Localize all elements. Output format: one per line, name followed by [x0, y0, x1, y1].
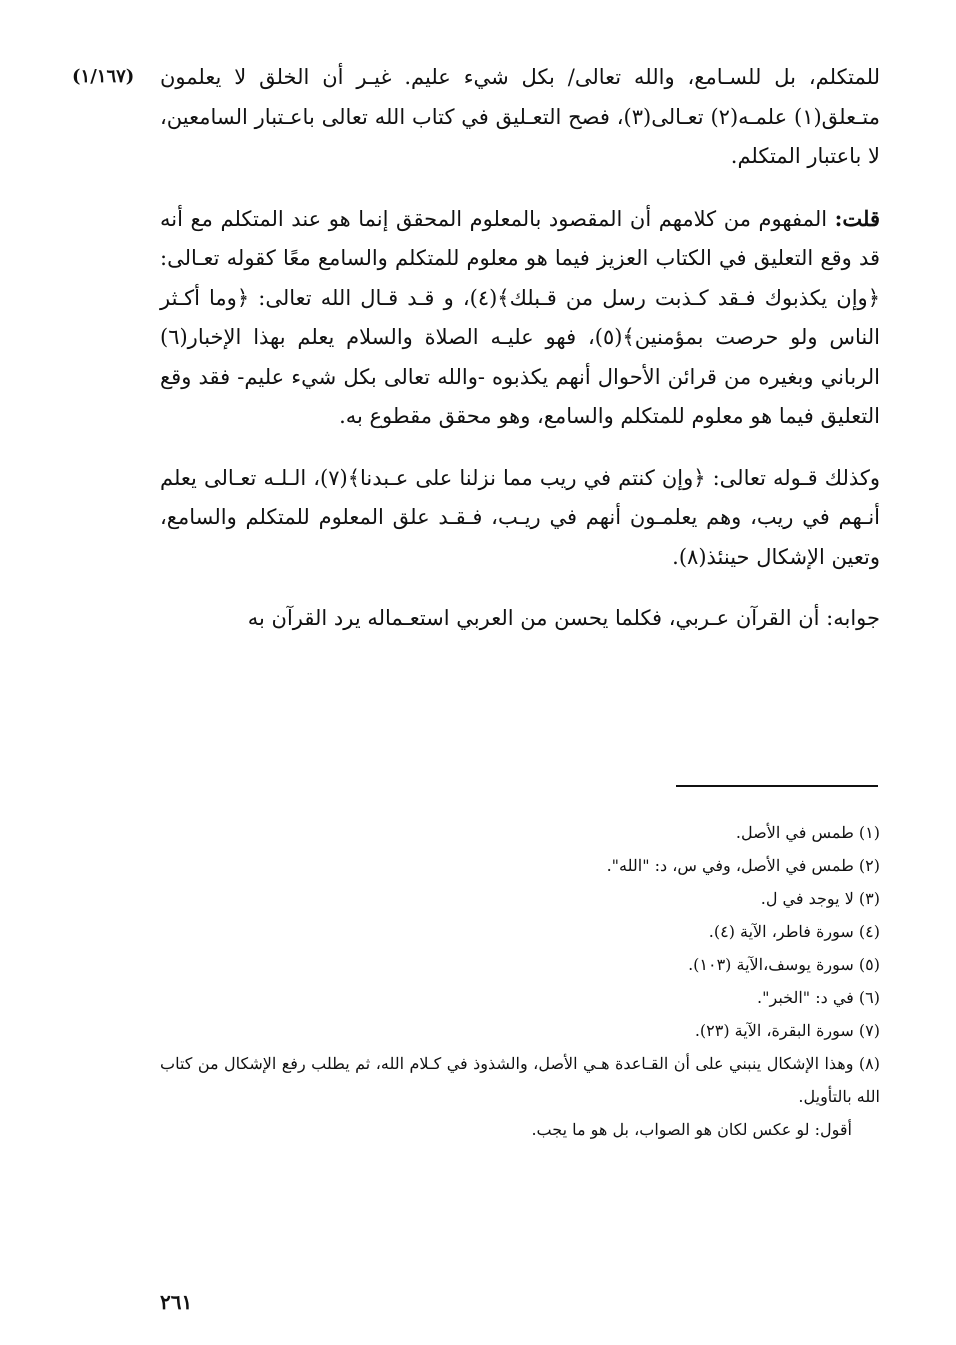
paragraph-1 — [160, 58, 880, 177]
footnote-7: (٧) سورة البقرة، الآية (٢٣). — [694, 1021, 880, 1040]
footnote-6: (٦) في د: "الخبر". — [757, 988, 880, 1007]
footnote-8: (٨) وهذا الإشكال ينبني على أن القـاعدة هـي الأصل، والشذوذ في كـلام الله، ثم يطلب رفع الإشكال من كتاب الله بالتأويل. — [160, 1054, 880, 1106]
footnote-separator — [676, 785, 878, 787]
paragraph-4-text: جوابه: أن القرآن عـربي، فكلما يحسن من العربي استعـماله يرد القرآن به — [247, 606, 880, 630]
paragraph-4 — [160, 599, 880, 639]
footnote-1: (١) طمس في الأصل. — [735, 823, 880, 842]
paragraph-1-text: للمتكلم، بل للسـامع، والله تعالى/ بكل شيء عليم. غيـر أن الخلق لا يعلمون متـعلق(١) علمـه(٢) تعـالى(٣)، فصح التعـليق في كتاب الله تعالى باعـتبار السامعين، لا باعتبار المتكلم. — [160, 65, 880, 168]
page-number: ٢٦١ — [160, 1290, 193, 1314]
paragraph-3-text: وكذلك قـوله تعالى: ﴿وإن كنتم في ريب مما نزلنا على عـبدنا﴾(٧)، الـلـه تعـالى يعلم أنـهم في ريب، وهم يعلمـون أنهم في ريـب، فـقـد علق المعلوم للمتكلم والسامع، وتعين الإشكال حينئذ(٨). — [160, 465, 881, 569]
footnote-2: (٢) طمس في الأصل، وفي س، د: "الله". — [606, 856, 880, 875]
footnotes — [160, 816, 880, 1146]
footnote-4: (٤) سورة فاطر، الآية (٤). — [708, 922, 880, 941]
footnote-5: (٥) سورة يوسف،الآية (١٠٣). — [688, 955, 880, 974]
paragraph-2-lead: قلت: — [834, 205, 880, 231]
margin-manuscript-reference: (١/١٦٧) — [72, 66, 135, 87]
paragraph-2-text: المفهوم من كلامهم أن المقصود بالمعلوم المحقق إنما هو عند المتكلم مع أنه قد وقع التعليق في الكتاب العزيز فيما هو معلوم للمتكلم والسامع معًا كقوله تعـالى: ﴿وإن يكذبوك فـقد كـذبت رسل من قـبلك﴾(٤)، و قـد قـال الله تعالى: ﴿وما أكـثر الناس ولو حرصت بمؤمنين﴾(٥)، فهو عليـه الصلاة والسلام يعلم بهذا الإخبار(٦) الرباني وبغيره من قرائن الأحوال أنهم يكذبوه -والله تعالى بكل شيء عليم- فقد وقع التعليق فيما هو معلوم للمتكلم والسامع، وهو محقق مقطوع به. — [160, 206, 881, 428]
footnote-3: (٣) لا يوجد في ل. — [760, 889, 880, 908]
footnote-8-continuation: أقول: لو عكس لكان هو الصواب، بل هو ما يجب. — [531, 1120, 852, 1139]
paragraph-2 — [160, 199, 880, 437]
main-text — [160, 58, 880, 639]
paragraph-3 — [160, 459, 880, 578]
